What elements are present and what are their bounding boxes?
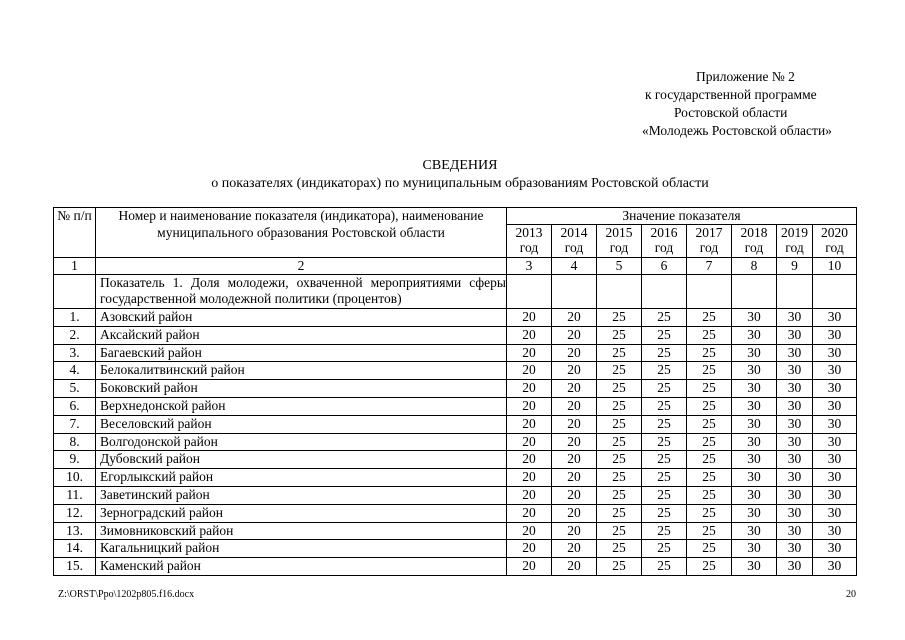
- row-number: 3.: [54, 344, 96, 362]
- value-cell: 25: [597, 486, 642, 504]
- municipality-name: Зерноградский район: [96, 504, 507, 522]
- value-cell: 25: [642, 433, 687, 451]
- value-cell: 30: [813, 558, 857, 576]
- value-cell: 25: [642, 558, 687, 576]
- table-row: [54, 451, 857, 469]
- value-cell: 25: [597, 451, 642, 469]
- value-cell: 20: [552, 504, 597, 522]
- row-number: 9.: [54, 451, 96, 469]
- value-cell: 30: [813, 469, 857, 487]
- value-cell: 30: [813, 433, 857, 451]
- value-cell: 30: [813, 504, 857, 522]
- value-cell: 30: [813, 309, 857, 327]
- table-row: [54, 326, 857, 344]
- value-cell: 25: [642, 522, 687, 540]
- row-number: 8.: [54, 433, 96, 451]
- table-row: [54, 309, 857, 327]
- value-cell: 25: [642, 326, 687, 344]
- value-cell: 25: [642, 469, 687, 487]
- value-cell: 20: [552, 362, 597, 380]
- table-row: [54, 344, 857, 362]
- value-cell: 25: [642, 362, 687, 380]
- value-cell: 25: [642, 486, 687, 504]
- value-cell: 30: [777, 558, 813, 576]
- column-number-10: 10: [813, 258, 857, 275]
- table-row: [54, 504, 857, 522]
- value-cell: 30: [813, 380, 857, 398]
- value-cell: 25: [642, 344, 687, 362]
- header-num: № п/п: [54, 208, 96, 258]
- municipality-name: Белокалитвинский район: [96, 362, 507, 380]
- value-cell: 30: [777, 415, 813, 433]
- column-number-3: 3: [507, 258, 552, 275]
- header-name: Номер и наименование показателя (индикатора), наименование муниципального образования Ростовской области: [96, 208, 507, 258]
- header-year-1: 2014 год: [552, 225, 597, 258]
- value-cell: 30: [813, 326, 857, 344]
- indicator-empty-cell: [777, 275, 813, 309]
- annex-title: Приложение № 2: [696, 69, 795, 84]
- value-cell: 20: [552, 344, 597, 362]
- value-cell: 30: [732, 540, 777, 558]
- row-number: 5.: [54, 380, 96, 398]
- value-cell: 30: [732, 344, 777, 362]
- value-cell: 20: [507, 540, 552, 558]
- value-cell: 30: [732, 309, 777, 327]
- header-year-7: 2020 год: [813, 225, 857, 258]
- value-cell: 30: [777, 397, 813, 415]
- value-cell: 20: [507, 433, 552, 451]
- value-cell: 30: [777, 380, 813, 398]
- column-number-5: 5: [597, 258, 642, 275]
- header-year-0: 2013 год: [507, 225, 552, 258]
- table-row: [54, 522, 857, 540]
- value-cell: 20: [507, 362, 552, 380]
- value-cell: 25: [687, 397, 732, 415]
- indicator-title: Показатель 1. Доля молодежи, охваченной мероприятиями сферы государственной молодежной политики (процентов): [96, 275, 507, 309]
- column-number-8: 8: [732, 258, 777, 275]
- indicator-empty-cell: [732, 275, 777, 309]
- table-row: [54, 415, 857, 433]
- indicator-empty-cell: [507, 275, 552, 309]
- indicator-empty-cell: [552, 275, 597, 309]
- value-cell: 25: [687, 558, 732, 576]
- value-cell: 25: [687, 362, 732, 380]
- value-cell: 30: [732, 433, 777, 451]
- footer-page-number: 20: [846, 589, 856, 600]
- value-cell: 30: [777, 486, 813, 504]
- value-cell: 20: [507, 522, 552, 540]
- value-cell: 30: [813, 397, 857, 415]
- value-cell: 20: [507, 326, 552, 344]
- indicator-num-cell: [54, 275, 96, 309]
- value-cell: 30: [732, 415, 777, 433]
- municipality-name: Боковский район: [96, 380, 507, 398]
- value-cell: 25: [687, 433, 732, 451]
- table-row: [54, 433, 857, 451]
- value-cell: 25: [597, 522, 642, 540]
- value-cell: 25: [687, 540, 732, 558]
- value-cell: 20: [552, 486, 597, 504]
- value-cell: 25: [687, 344, 732, 362]
- value-cell: 25: [687, 486, 732, 504]
- row-number: 13.: [54, 522, 96, 540]
- table-row: [54, 362, 857, 380]
- header-year-5: 2018 год: [732, 225, 777, 258]
- indicator-empty-cell: [597, 275, 642, 309]
- value-cell: 25: [597, 504, 642, 522]
- value-cell: 30: [813, 540, 857, 558]
- document-title: СВЕДЕНИЯ: [422, 158, 498, 173]
- column-number-6: 6: [642, 258, 687, 275]
- row-number: 10.: [54, 469, 96, 487]
- table-row: [54, 469, 857, 487]
- table-row: [54, 486, 857, 504]
- value-cell: 25: [597, 397, 642, 415]
- value-cell: 25: [597, 558, 642, 576]
- value-cell: 20: [552, 540, 597, 558]
- document-subtitle: о показателях (индикаторах) по муниципальным образованиям Ростовской области: [211, 176, 709, 191]
- value-cell: 30: [732, 469, 777, 487]
- municipality-name: Каменский район: [96, 558, 507, 576]
- value-cell: 25: [597, 344, 642, 362]
- row-number: 14.: [54, 540, 96, 558]
- value-cell: 25: [642, 540, 687, 558]
- value-cell: 20: [507, 504, 552, 522]
- value-cell: 25: [597, 362, 642, 380]
- value-cell: 30: [732, 451, 777, 469]
- value-cell: 25: [597, 469, 642, 487]
- value-cell: 30: [777, 469, 813, 487]
- indicator-empty-cell: [642, 275, 687, 309]
- header-year-4: 2017 год: [687, 225, 732, 258]
- value-cell: 30: [732, 362, 777, 380]
- value-cell: 30: [777, 344, 813, 362]
- value-cell: 30: [732, 522, 777, 540]
- value-cell: 20: [507, 309, 552, 327]
- value-cell: 30: [813, 415, 857, 433]
- value-cell: 25: [597, 433, 642, 451]
- row-number: 2.: [54, 326, 96, 344]
- value-cell: 30: [732, 326, 777, 344]
- annex-line-program: к государственной программе: [645, 87, 817, 102]
- value-cell: 25: [687, 504, 732, 522]
- value-cell: 30: [813, 451, 857, 469]
- column-number-7: 7: [687, 258, 732, 275]
- value-cell: 30: [777, 540, 813, 558]
- value-cell: 30: [777, 362, 813, 380]
- column-number-2: 2: [96, 258, 507, 275]
- value-cell: 25: [687, 380, 732, 398]
- table-row: [54, 380, 857, 398]
- row-number: 4.: [54, 362, 96, 380]
- municipality-name: Кагальницкий район: [96, 540, 507, 558]
- value-cell: 20: [552, 451, 597, 469]
- municipality-name: Верхнедонской район: [96, 397, 507, 415]
- indicator-empty-cell: [687, 275, 732, 309]
- municipality-name: Аксайский район: [96, 326, 507, 344]
- value-cell: 25: [687, 469, 732, 487]
- row-number: 11.: [54, 486, 96, 504]
- value-cell: 30: [813, 344, 857, 362]
- column-number-1: 1: [54, 258, 96, 275]
- value-cell: 25: [642, 397, 687, 415]
- value-cell: 25: [597, 326, 642, 344]
- header-year-6: 2019 год: [777, 225, 813, 258]
- row-number: 7.: [54, 415, 96, 433]
- value-cell: 20: [552, 415, 597, 433]
- value-cell: 25: [687, 451, 732, 469]
- value-cell: 20: [507, 380, 552, 398]
- value-cell: 20: [507, 451, 552, 469]
- footer-file-path: Z:\ORST\Ppo\1202p805.f16.docx: [58, 589, 195, 600]
- value-cell: 30: [813, 362, 857, 380]
- indicator-table: [53, 207, 857, 576]
- value-cell: 20: [552, 326, 597, 344]
- row-number: 12.: [54, 504, 96, 522]
- municipality-name: Дубовский район: [96, 451, 507, 469]
- header-value: Значение показателя: [507, 208, 857, 225]
- value-cell: 20: [552, 558, 597, 576]
- municipality-name: Веселовский район: [96, 415, 507, 433]
- value-cell: 30: [813, 522, 857, 540]
- annex-line-region: Ростовской области: [674, 105, 788, 120]
- value-cell: 20: [507, 397, 552, 415]
- value-cell: 30: [732, 486, 777, 504]
- value-cell: 20: [552, 380, 597, 398]
- value-cell: 25: [642, 451, 687, 469]
- value-cell: 20: [507, 344, 552, 362]
- table-row: [54, 397, 857, 415]
- annex-line-program-name: «Молодежь Ростовской области»: [642, 123, 832, 138]
- value-cell: 30: [777, 522, 813, 540]
- value-cell: 30: [777, 433, 813, 451]
- value-cell: 25: [597, 309, 642, 327]
- municipality-name: Волгодонской район: [96, 433, 507, 451]
- value-cell: 20: [552, 309, 597, 327]
- municipality-name: Зимовниковский район: [96, 522, 507, 540]
- table-row: [54, 540, 857, 558]
- value-cell: 20: [507, 558, 552, 576]
- value-cell: 25: [597, 415, 642, 433]
- value-cell: 25: [687, 309, 732, 327]
- value-cell: 20: [552, 469, 597, 487]
- municipality-name: Багаевский район: [96, 344, 507, 362]
- value-cell: 30: [732, 397, 777, 415]
- header-year-3: 2016 год: [642, 225, 687, 258]
- column-number-4: 4: [552, 258, 597, 275]
- value-cell: 30: [777, 309, 813, 327]
- value-cell: 25: [687, 522, 732, 540]
- value-cell: 30: [732, 504, 777, 522]
- value-cell: 25: [642, 309, 687, 327]
- value-cell: 20: [552, 433, 597, 451]
- value-cell: 25: [687, 326, 732, 344]
- value-cell: 20: [507, 415, 552, 433]
- value-cell: 25: [642, 415, 687, 433]
- municipality-name: Азовский район: [96, 309, 507, 327]
- value-cell: 30: [777, 326, 813, 344]
- header-year-2: 2015 год: [597, 225, 642, 258]
- municipality-name: Егорлыкский район: [96, 469, 507, 487]
- table-row: [54, 558, 857, 576]
- value-cell: 30: [732, 380, 777, 398]
- row-number: 15.: [54, 558, 96, 576]
- value-cell: 20: [507, 469, 552, 487]
- value-cell: 20: [552, 397, 597, 415]
- value-cell: 30: [777, 451, 813, 469]
- value-cell: 30: [813, 486, 857, 504]
- value-cell: 30: [732, 558, 777, 576]
- value-cell: 25: [642, 504, 687, 522]
- value-cell: 25: [597, 540, 642, 558]
- municipality-name: Заветинский район: [96, 486, 507, 504]
- value-cell: 25: [687, 415, 732, 433]
- row-number: 1.: [54, 309, 96, 327]
- indicator-empty-cell: [813, 275, 857, 309]
- annex-block: [560, 68, 905, 140]
- value-cell: 25: [642, 380, 687, 398]
- value-cell: 20: [552, 522, 597, 540]
- value-cell: 30: [777, 504, 813, 522]
- column-number-9: 9: [777, 258, 813, 275]
- value-cell: 20: [507, 486, 552, 504]
- row-number: 6.: [54, 397, 96, 415]
- value-cell: 25: [597, 380, 642, 398]
